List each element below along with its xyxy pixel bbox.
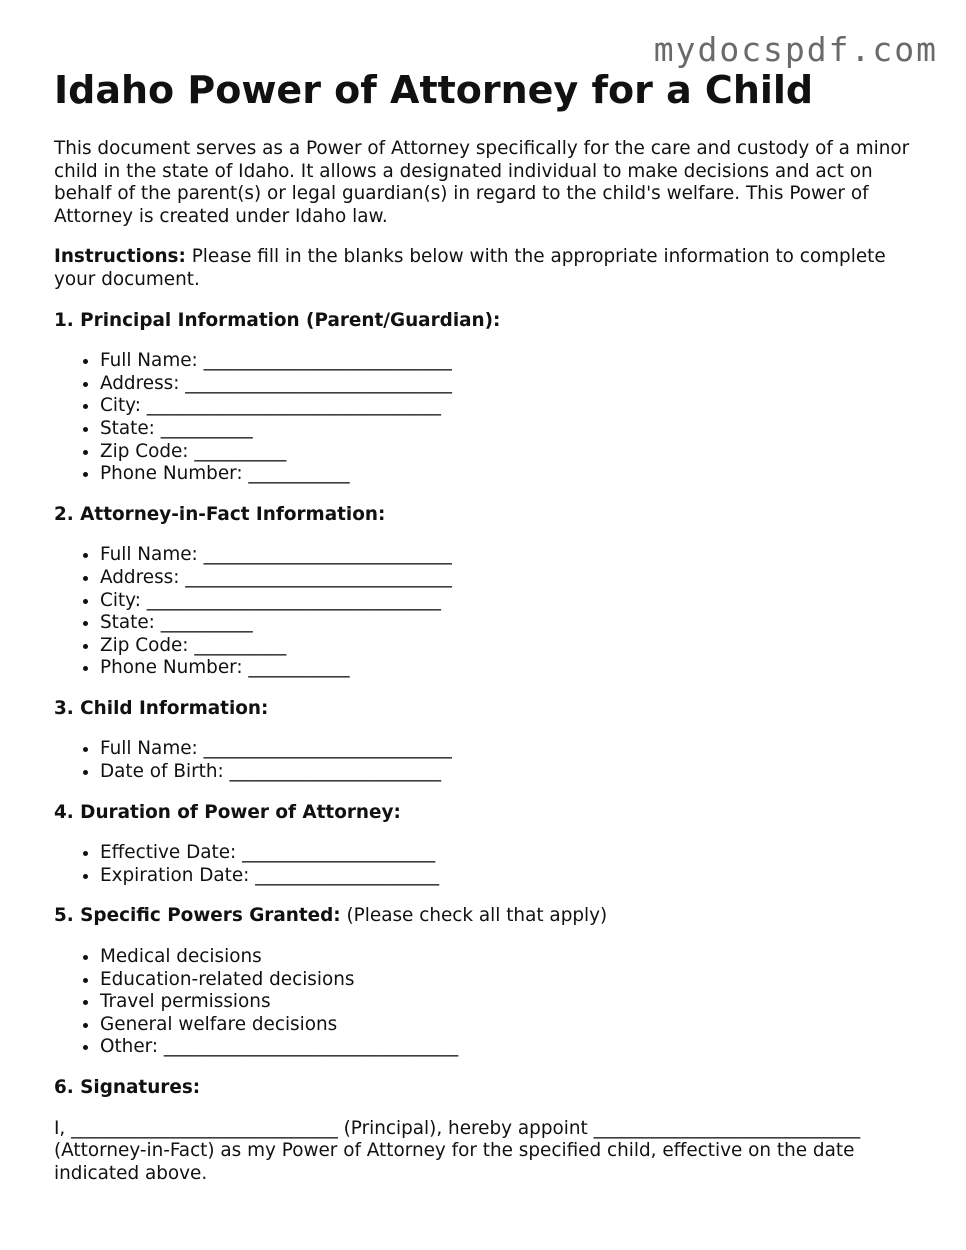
section-principal-title: 1. Principal Information (Parent/Guardian): xyxy=(54,309,501,331)
child-dob-field[interactable]: • Date of Birth: _______________________ xyxy=(100,761,914,784)
section-child-title: 3. Child Information: xyxy=(54,697,269,719)
power-medical-option[interactable]: • Medical decisions xyxy=(100,946,914,969)
principal-full-name-field[interactable]: • Full Name: ___________________________ xyxy=(100,350,914,373)
attorney-city-field[interactable]: • City: ________________________________ xyxy=(100,590,914,613)
power-other-field[interactable]: • Other: ________________________________ xyxy=(100,1036,914,1059)
attorney-phone-field[interactable]: • Phone Number: ___________ xyxy=(100,657,914,680)
section-powers-title xyxy=(54,905,914,928)
attorney-zip-field[interactable]: • Zip Code: __________ xyxy=(100,635,914,658)
principal-zip-field[interactable]: • Zip Code: __________ xyxy=(100,441,914,464)
section-powers-heading: 5. Specific Powers Granted: xyxy=(54,905,341,927)
duration-fields-list xyxy=(54,842,914,887)
signature-statement[interactable]: I, _____________________________ (Principal), hereby appoint _____________________________ (Attorney-in-Fact) as my Power of Attorney for the specified child, effective on the date indicated above. xyxy=(54,1117,861,1184)
principal-fields-list xyxy=(54,350,914,486)
attorney-state-field[interactable]: • State: __________ xyxy=(100,612,914,635)
attorney-full-name-field[interactable]: • Full Name: ___________________________ xyxy=(100,544,914,567)
instructions-paragraph xyxy=(54,246,914,291)
principal-phone-field[interactable]: • Phone Number: ___________ xyxy=(100,463,914,486)
power-education-option[interactable]: • Education-related decisions xyxy=(100,969,914,992)
child-full-name-field[interactable]: • Full Name: ___________________________ xyxy=(100,738,914,761)
instructions-text: Please fill in the blanks below with the appropriate information to complete your document. xyxy=(54,246,886,290)
powers-list xyxy=(54,946,914,1059)
instructions-label: Instructions: xyxy=(54,246,186,268)
document-title: Idaho Power of Attorney for a Child xyxy=(54,68,814,112)
section-duration-title: 4. Duration of Power of Attorney: xyxy=(54,801,401,823)
principal-address-field[interactable]: • Address: _____________________________ xyxy=(100,373,914,396)
expiration-date-field[interactable]: • Expiration Date: ____________________ xyxy=(100,865,914,888)
intro-paragraph: This document serves as a Power of Attorney specifically for the care and custody of a minor child in the state of Idaho. It allows a designated individual to make decisions and act on behalf of the parent(s) or legal guardian(s) in regard to the child's welfare. This Power of Attorney is created under Idaho law. xyxy=(54,138,910,227)
document-page xyxy=(54,66,914,1203)
attorney-fields-list xyxy=(54,544,914,680)
principal-state-field[interactable]: • State: __________ xyxy=(100,418,914,441)
section-signatures-title: 6. Signatures: xyxy=(54,1077,201,1098)
section-powers-note: (Please check all that apply) xyxy=(340,905,608,927)
watermark: mydocspdf.com xyxy=(653,30,938,69)
effective-date-field[interactable]: • Effective Date: _____________________ xyxy=(100,842,914,865)
section-attorney-title: 2. Attorney-in-Fact Information: xyxy=(54,503,386,525)
principal-city-field[interactable]: • City: ________________________________ xyxy=(100,395,914,418)
attorney-address-field[interactable]: • Address: _____________________________ xyxy=(100,567,914,590)
power-travel-option[interactable]: • Travel permissions xyxy=(100,991,914,1014)
power-welfare-option[interactable]: • General welfare decisions xyxy=(100,1014,914,1037)
child-fields-list xyxy=(54,738,914,783)
